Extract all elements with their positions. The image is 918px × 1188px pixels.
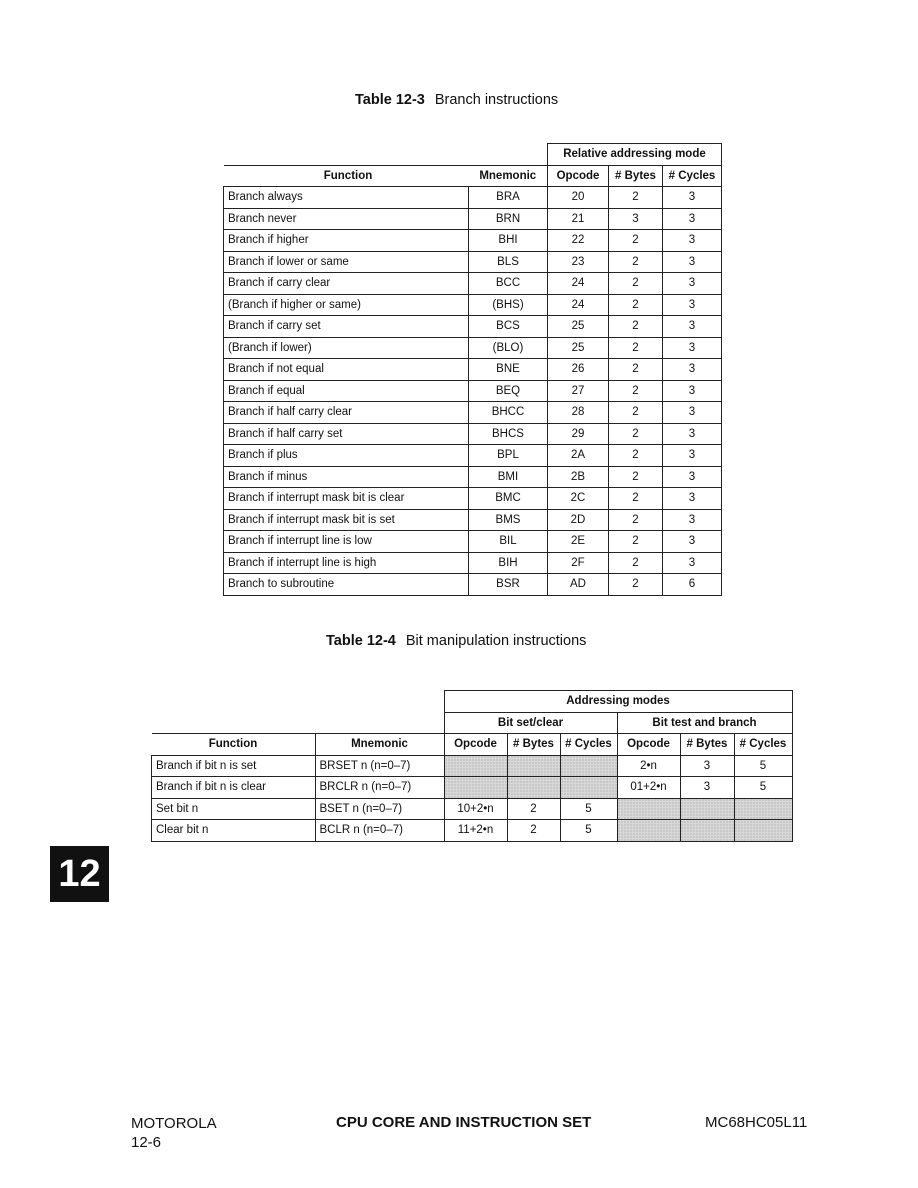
table-row	[224, 251, 722, 273]
cell-mnemonic: BNE	[469, 359, 548, 381]
cell-cycles: 3	[663, 294, 722, 316]
cell-opcode: 29	[548, 423, 609, 445]
cell-cycles: 3	[663, 380, 722, 402]
cell-mnemonic: BCS	[469, 316, 548, 338]
table-row	[224, 445, 722, 467]
cell-cycles: 3	[663, 359, 722, 381]
cell-mnemonic: BMI	[469, 466, 548, 488]
cell-function: Branch if lower or same	[224, 251, 469, 273]
cell-opcode: 24	[548, 294, 609, 316]
table2-header-opcode: Opcode	[444, 734, 507, 756]
table-row	[224, 273, 722, 295]
cell-function: (Branch if higher or same)	[224, 294, 469, 316]
cell-opcode: 2B	[548, 466, 609, 488]
cell-opcode: 22	[548, 230, 609, 252]
cell-cycles: 3	[663, 208, 722, 230]
cell-cycles: 3	[663, 337, 722, 359]
cell-function: Branch if half carry set	[224, 423, 469, 445]
cell-opcode: 25	[548, 337, 609, 359]
table1-header-cycles: # Cycles	[663, 165, 722, 187]
cell-cycles: 3	[663, 445, 722, 467]
cell-bytes: 2	[609, 423, 663, 445]
cell-bytes: 2	[609, 531, 663, 553]
table1-caption	[355, 92, 558, 108]
table2-header-cycles: # Cycles	[560, 734, 617, 756]
cell-function: Branch if equal	[224, 380, 469, 402]
cell-opcode: 10+2•n	[444, 798, 507, 820]
table1-title: Branch instructions	[434, 92, 559, 108]
table-row	[224, 187, 722, 209]
cell-shaded	[444, 777, 507, 799]
cell-mnemonic: BSET n (n=0–7)	[315, 798, 444, 820]
cell-mnemonic: (BLO)	[469, 337, 548, 359]
cell-bytes: 2	[609, 509, 663, 531]
branch-instructions-table	[223, 143, 722, 596]
cell-shaded	[507, 777, 560, 799]
cell-function: Branch if plus	[224, 445, 469, 467]
cell-mnemonic: BLS	[469, 251, 548, 273]
table-row	[224, 423, 722, 445]
table-row	[152, 798, 793, 820]
cell-cycles: 3	[663, 230, 722, 252]
cell-mnemonic: BRSET n (n=0–7)	[315, 755, 444, 777]
cell-bytes: 2	[609, 316, 663, 338]
cell-opcode: 21	[548, 208, 609, 230]
cell-bytes: 3	[680, 777, 734, 799]
table2-header-cycles: # Cycles	[734, 734, 792, 756]
table-row	[224, 531, 722, 553]
table-row	[152, 755, 793, 777]
cell-mnemonic: BPL	[469, 445, 548, 467]
table1-number: Table 12-3	[355, 92, 425, 108]
cell-mnemonic: BEQ	[469, 380, 548, 402]
cell-bytes: 3	[680, 755, 734, 777]
table-row	[224, 208, 722, 230]
table-row	[224, 316, 722, 338]
cell-cycles: 3	[663, 466, 722, 488]
footer-part-number: MC68HC05L11	[705, 1114, 808, 1131]
cell-shaded	[734, 798, 792, 820]
cell-bytes: 2	[507, 820, 560, 842]
cell-mnemonic: BRCLR n (n=0–7)	[315, 777, 444, 799]
cell-bytes: 2	[609, 488, 663, 510]
table2-subgroup-bit-set-clear: Bit set/clear	[444, 712, 617, 734]
table-row	[152, 777, 793, 799]
cell-bytes: 2	[609, 552, 663, 574]
cell-cycles: 3	[663, 488, 722, 510]
table1-header-function: Function	[224, 165, 469, 187]
cell-opcode: 20	[548, 187, 609, 209]
cell-bytes: 2	[609, 380, 663, 402]
cell-mnemonic: BRN	[469, 208, 548, 230]
cell-opcode: 2•n	[617, 755, 680, 777]
cell-opcode: 2E	[548, 531, 609, 553]
cell-mnemonic: BCLR n (n=0–7)	[315, 820, 444, 842]
cell-cycles: 6	[663, 574, 722, 596]
table2-number: Table 12-4	[326, 633, 396, 649]
table-row	[224, 337, 722, 359]
cell-mnemonic: (BHS)	[469, 294, 548, 316]
cell-cycles: 5	[560, 820, 617, 842]
cell-bytes: 2	[609, 402, 663, 424]
cell-bytes: 2	[507, 798, 560, 820]
cell-bytes: 2	[609, 251, 663, 273]
table2-header-mnemonic: Mnemonic	[315, 734, 444, 756]
table1-group-header: Relative addressing mode	[548, 144, 722, 166]
table1-header-bytes: # Bytes	[609, 165, 663, 187]
cell-opcode: 27	[548, 380, 609, 402]
cell-function: Branch if interrupt line is high	[224, 552, 469, 574]
table2-header-opcode: Opcode	[617, 734, 680, 756]
cell-opcode: 2A	[548, 445, 609, 467]
cell-shaded	[680, 820, 734, 842]
cell-mnemonic: BCC	[469, 273, 548, 295]
table2-header-bytes: # Bytes	[680, 734, 734, 756]
table-row	[224, 380, 722, 402]
cell-function: Branch if carry set	[224, 316, 469, 338]
table2-caption	[326, 633, 586, 649]
cell-opcode: 24	[548, 273, 609, 295]
cell-bytes: 2	[609, 187, 663, 209]
table2-title: Bit manipulation instructions	[405, 633, 587, 649]
footer-section-title: CPU CORE AND INSTRUCTION SET	[336, 1114, 592, 1131]
cell-shaded	[507, 755, 560, 777]
footer-page-number: 12-6	[131, 1134, 162, 1151]
table-row	[224, 402, 722, 424]
cell-function: Branch if interrupt line is low	[224, 531, 469, 553]
footer-left	[131, 1114, 217, 1152]
cell-cycles: 3	[663, 251, 722, 273]
table2-subgroup-bit-test-branch: Bit test and branch	[617, 712, 792, 734]
table-row	[224, 230, 722, 252]
cell-function: Branch never	[224, 208, 469, 230]
table-row	[224, 488, 722, 510]
cell-mnemonic: BHI	[469, 230, 548, 252]
cell-mnemonic: BRA	[469, 187, 548, 209]
cell-shaded	[560, 777, 617, 799]
cell-function: Branch if bit n is clear	[152, 777, 316, 799]
table-row	[224, 509, 722, 531]
cell-cycles: 3	[663, 273, 722, 295]
cell-function: Branch if carry clear	[224, 273, 469, 295]
cell-bytes: 2	[609, 359, 663, 381]
cell-cycles: 3	[663, 402, 722, 424]
cell-opcode: 01+2•n	[617, 777, 680, 799]
cell-function: Branch if half carry clear	[224, 402, 469, 424]
table-row	[152, 820, 793, 842]
cell-shaded	[680, 798, 734, 820]
cell-function: Clear bit n	[152, 820, 316, 842]
cell-opcode: 26	[548, 359, 609, 381]
cell-bytes: 3	[609, 208, 663, 230]
cell-cycles: 3	[663, 531, 722, 553]
table-row	[224, 359, 722, 381]
cell-cycles: 3	[663, 509, 722, 531]
cell-function: Branch if interrupt mask bit is clear	[224, 488, 469, 510]
cell-mnemonic: BHCC	[469, 402, 548, 424]
cell-function: Branch if minus	[224, 466, 469, 488]
cell-mnemonic: BHCS	[469, 423, 548, 445]
table2-group-header: Addressing modes	[444, 691, 792, 713]
cell-cycles: 3	[663, 316, 722, 338]
cell-bytes: 2	[609, 466, 663, 488]
cell-opcode: 23	[548, 251, 609, 273]
table2-header-bytes: # Bytes	[507, 734, 560, 756]
cell-function: (Branch if lower)	[224, 337, 469, 359]
cell-bytes: 2	[609, 337, 663, 359]
cell-mnemonic: BSR	[469, 574, 548, 596]
cell-opcode: 11+2•n	[444, 820, 507, 842]
cell-cycles: 5	[734, 755, 792, 777]
cell-mnemonic: BMC	[469, 488, 548, 510]
cell-function: Set bit n	[152, 798, 316, 820]
cell-opcode: 2C	[548, 488, 609, 510]
cell-bytes: 2	[609, 230, 663, 252]
cell-shaded	[617, 820, 680, 842]
cell-function: Branch if interrupt mask bit is set	[224, 509, 469, 531]
cell-mnemonic: BIH	[469, 552, 548, 574]
cell-function: Branch always	[224, 187, 469, 209]
cell-function: Branch if higher	[224, 230, 469, 252]
cell-shaded	[444, 755, 507, 777]
table-row	[224, 574, 722, 596]
cell-bytes: 2	[609, 273, 663, 295]
cell-function: Branch to subroutine	[224, 574, 469, 596]
table-row	[224, 552, 722, 574]
cell-shaded	[734, 820, 792, 842]
cell-opcode: 2F	[548, 552, 609, 574]
cell-mnemonic: BMS	[469, 509, 548, 531]
cell-bytes: 2	[609, 574, 663, 596]
cell-opcode: AD	[548, 574, 609, 596]
cell-bytes: 2	[609, 445, 663, 467]
cell-cycles: 5	[560, 798, 617, 820]
table-row	[224, 466, 722, 488]
table1-header-mnemonic: Mnemonic	[469, 165, 548, 187]
table-row	[224, 294, 722, 316]
cell-opcode: 25	[548, 316, 609, 338]
table2-header-function: Function	[152, 734, 316, 756]
cell-cycles: 3	[663, 187, 722, 209]
table1-header-opcode: Opcode	[548, 165, 609, 187]
cell-function: Branch if bit n is set	[152, 755, 316, 777]
cell-opcode: 28	[548, 402, 609, 424]
cell-mnemonic: BIL	[469, 531, 548, 553]
chapter-tab: 12	[50, 846, 109, 902]
cell-cycles: 5	[734, 777, 792, 799]
cell-opcode: 2D	[548, 509, 609, 531]
cell-bytes: 2	[609, 294, 663, 316]
cell-cycles: 3	[663, 423, 722, 445]
cell-shaded	[560, 755, 617, 777]
cell-cycles: 3	[663, 552, 722, 574]
bit-manipulation-table	[151, 690, 793, 842]
cell-shaded	[617, 798, 680, 820]
footer-publisher: MOTOROLA	[131, 1115, 217, 1132]
cell-function: Branch if not equal	[224, 359, 469, 381]
